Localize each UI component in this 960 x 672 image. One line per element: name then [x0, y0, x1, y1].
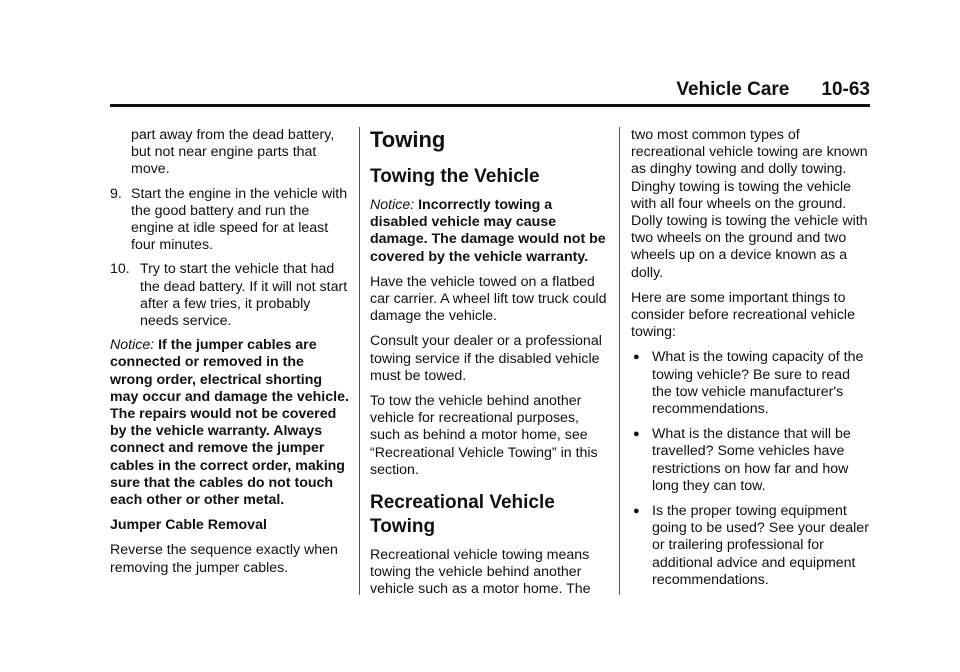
- bullet-text: What is the distance that will be travelled? Some vehicles have restrictions on how far and how long they can tow.: [652, 426, 851, 494]
- bullet-item: [631, 426, 871, 495]
- paragraph-flatbed: Have the vehicle towed on a flatbed car carrier. A wheel lift tow truck could damage the vehicle.: [370, 273, 607, 325]
- section-title: Vehicle Care: [676, 79, 790, 100]
- notice-paragraph: [370, 197, 610, 266]
- paragraph-rv-towing: Recreational vehicle towing means towing the vehicle behind another vehicle such as a motor home. The: [370, 547, 591, 598]
- notice-text: If the jumper cables are connected or removed in the wrong order, electrical shorting may occur and damage the vehicle. The repairs would not be covered by the vehicle warranty. Always connect and remove the jumper cables in the correct order, making sure that the cables do not touch each other or other metal.: [110, 337, 349, 509]
- page-header: [676, 79, 870, 101]
- notice-paragraph: [110, 337, 350, 509]
- step-number: 10.: [110, 261, 130, 278]
- subheading-jumper-cable-removal: Jumper Cable Removal: [110, 517, 267, 534]
- bullet-icon: ●: [633, 428, 640, 441]
- step-text: Start the engine in the vehicle with the good battery and run the engine at idle speed for at least four minutes.: [131, 185, 348, 254]
- paragraph-recreational-reference: To tow the vehicle behind another vehicle for recreational purposes, such as behind a motor home, see “Recreational Vehicle Towing” in this section.: [370, 393, 598, 478]
- column-3: [631, 127, 871, 597]
- column-1: [110, 127, 350, 585]
- bullet-icon: ●: [633, 351, 640, 364]
- section-heading-towing: Towing: [370, 127, 446, 152]
- continued-text: two most common types of recreational vehicle towing are known as dinghy towing and dolly towing. Dinghy towing is towing the vehicle with all four wheels on the ground. Dolly towing is towing the vehicle with two wheels on the ground and two wheels up on a device known as a dolly.: [631, 127, 868, 281]
- bullet-item: [631, 503, 871, 589]
- column-divider-2: [619, 127, 620, 595]
- bullet-item: [631, 349, 871, 418]
- column-2: [370, 127, 610, 607]
- subheading-recreational-vehicle-towing: Recreational Vehicle Towing: [370, 492, 555, 538]
- step-number: 9.: [110, 185, 122, 202]
- bullet-text: Is the proper towing equipment going to be used? See your dealer or trailering professional for additional advice and equipment recommendations.: [652, 503, 869, 588]
- notice-label: Notice:: [110, 337, 155, 354]
- removal-paragraph: Reverse the sequence exactly when removing the jumper cables.: [110, 542, 338, 576]
- step-10: [110, 261, 350, 330]
- notice-text: Incorrectly towing a disabled vehicle may cause damage. The damage would not be covered by the vehicle warranty.: [370, 197, 606, 265]
- step-text: Try to start the vehicle that had the dead battery. If it will not start after a few tries, it probably needs service.: [140, 261, 348, 330]
- step-9: [110, 186, 350, 255]
- continued-text: part away from the dead battery, but not near engine parts that move.: [131, 127, 335, 178]
- subheading-towing-the-vehicle: Towing the Vehicle: [370, 166, 540, 187]
- bullet-text: What is the towing capacity of the towing vehicle? Be sure to read the tow vehicle manufacturer's recommendations.: [652, 349, 864, 418]
- paragraph-intro: Here are some important things to consider before recreational vehicle towing:: [631, 289, 855, 341]
- bullet-icon: ●: [633, 505, 640, 518]
- notice-label: Notice:: [370, 197, 415, 213]
- paragraph-consult-dealer: Consult your dealer or a professional towing service if the disabled vehicle must be towed.: [370, 333, 602, 384]
- page-number: 10-63: [821, 79, 870, 100]
- column-divider-1: [359, 127, 360, 595]
- header-rule: [110, 104, 870, 107]
